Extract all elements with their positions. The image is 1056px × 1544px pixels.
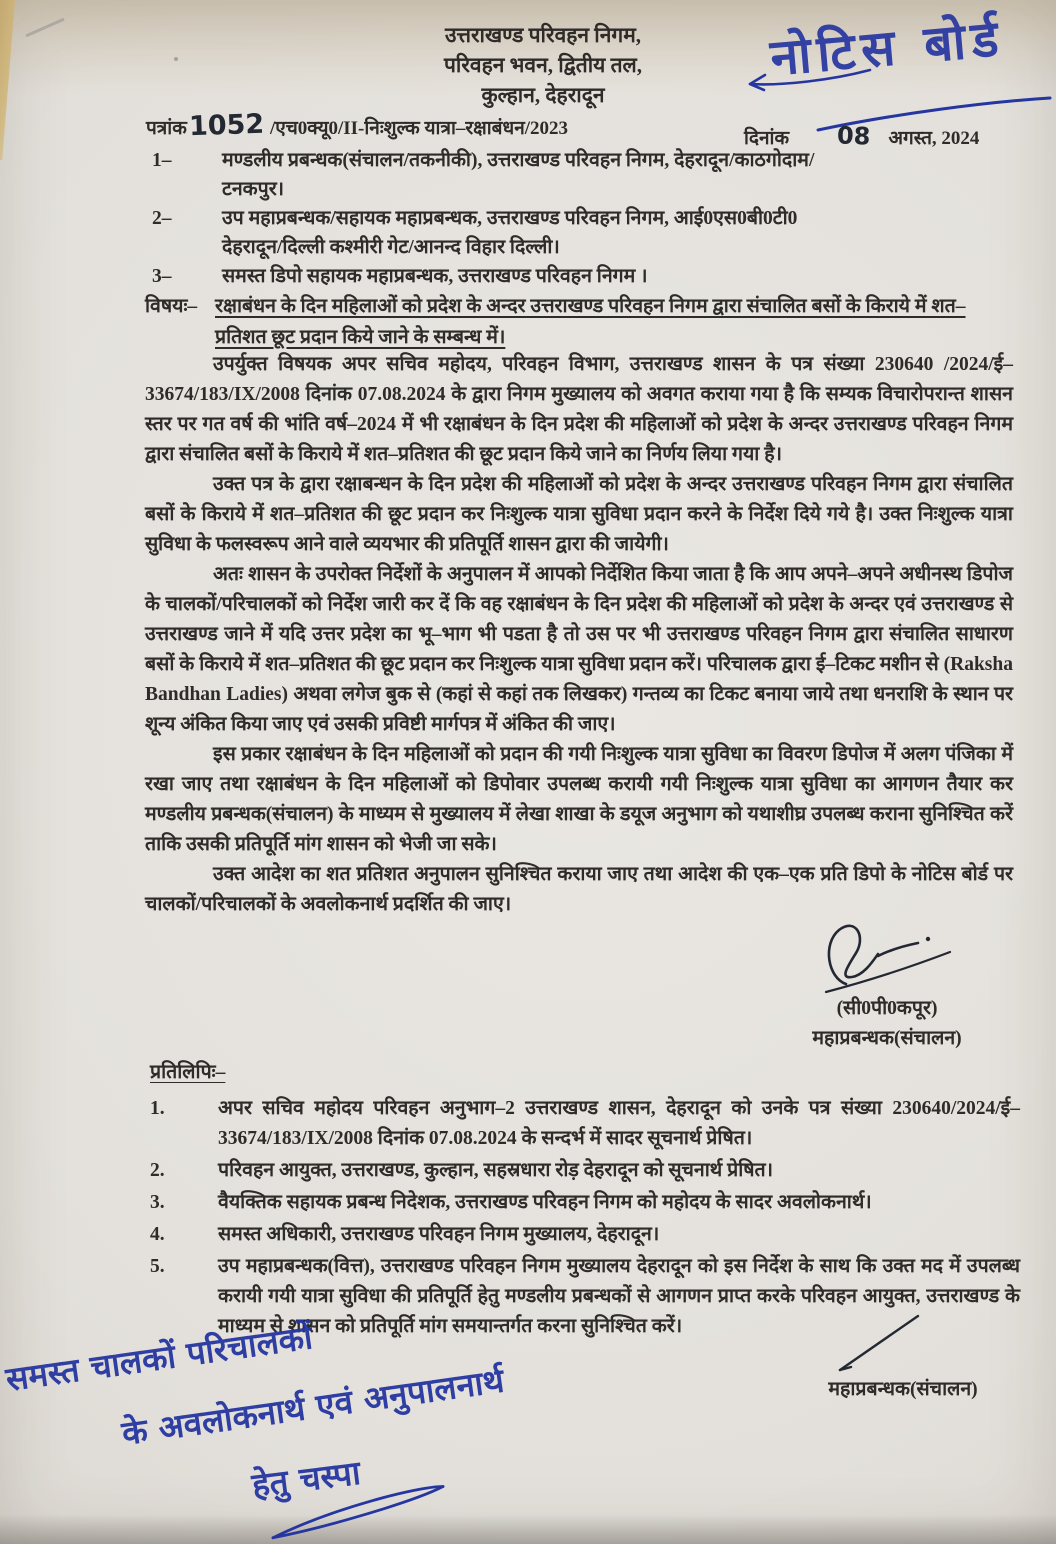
handwritten-date-day: 08 [836, 121, 871, 151]
subject-text: रक्षाबंधन के दिन महिलाओं को प्रदेश के अन्दर उत्तराखण्ड परिवहन निगम द्वारा संचालित बसों के किराये में शत–प्रतिशत छूट प्रदान किये जाने के सम्बन्ध में। [215, 296, 966, 348]
addressee-text: मण्डलीय प्रबन्धक(संचालन/तकनीकी), उत्तराखण्ड परिवहन निगम, देहरादून/काठगोदाम/टनकपुर। [222, 150, 815, 200]
addressee-number: 2– [152, 208, 172, 229]
copy-item [150, 1094, 1020, 1154]
date-month-year: अगस्त, 2024 [888, 128, 980, 149]
copy-item-text: वैयक्तिक सहायक प्रबन्ध निदेशक, उत्तराखण्ड परिवहन निगम को महोदय के सादर अवलोकनार्थ। [218, 1192, 872, 1213]
letter-number-label: पत्रांक [146, 118, 187, 139]
copy-section [150, 1058, 1020, 1344]
copy-heading: प्रतिलिपिः– [150, 1062, 226, 1083]
addressee-item [152, 204, 852, 262]
letter-number-text: /एच0क्यू0/II-निःशुल्क यात्रा–रक्षाबंधन/2023 [269, 118, 569, 139]
copy-item-number: 4. [150, 1224, 165, 1245]
copy-item-number: 2. [150, 1160, 165, 1181]
signatory-name: (सी0पी0कपूर) [836, 998, 938, 1019]
addressee-text: उप महाप्रबन्धक/सहायक महाप्रबन्धक, उत्तराखण्ड परिवहन निगम, आई0एस0बी0टी0 देहरादून/दिल्ली कश्मीरी गेट/आनन्द विहार दिल्ली। [222, 208, 798, 258]
signature-block [752, 920, 1022, 1054]
addressee-item [152, 262, 852, 291]
raksha-bandhan-ladies-highlight: (Raksha Bandhan Ladies) [145, 654, 1013, 705]
body-paragraph-3 [145, 560, 1013, 740]
scan-edge-artifact [0, 0, 15, 160]
org-name: उत्तराखण्ड परिवहन निगम, [444, 23, 642, 47]
copy-item-number: 1. [150, 1098, 165, 1119]
addressee-number: 3– [152, 266, 172, 287]
body-paragraph-1: उपर्युक्त विषयक अपर सचिव महोदय, परिवहन विभाग, उत्तराखण्ड शासन के पत्र संख्या 230640 /2024/ई–33674/183/IX/2008 दिनांक 07.08.2024 के द्वारा निगम मुख्यालय को अवगत कराया गया है कि सम्यक विचारोपरान्त शासन स्तर पर गत वर्ष की भांति वर्ष–2024 में भी रक्षाबंधन के दिन प्रदेश की महिलाओं को प्रदेश के अन्दर उत्तराखण्ड परिवहन निगम द्वारा संचालित बसों के किराये में शत–प्रतिशत की छूट प्रदान किये जाने का निर्णय लिया गया है। [145, 354, 1013, 465]
copy-item [150, 1220, 1020, 1250]
org-address-line2: कुल्हान, देहरादून [481, 83, 605, 107]
copy-item-text: समस्त अधिकारी, उत्तराखण्ड परिवहन निगम मुख्यालय, देहरादून। [218, 1224, 660, 1245]
addressee-list [152, 146, 852, 291]
footer-designation: महाप्रबन्धक(संचालन) [828, 1379, 978, 1400]
copy-item-text: उप महाप्रबन्धक(वित्त), उत्तराखण्ड परिवहन निगम मुख्यालय देहरादून को इस निर्देश के साथ कि उक्त मद में उपलब्ध करायी गयी यात्रा सुविधा की प्रतिपूर्ति हेतु मण्डलीय प्रबन्धकों से आगणन प्राप्त करके परिवहन आयुक्त, उत्तराखण्ड के माध्यम से शासन को प्रतिपूर्ति मांग समयान्तर्गत करना सुनिश्चित करें। [218, 1256, 1020, 1337]
copy-item-text: अपर सचिव महोदय परिवहन अनुभाग–2 उत्तराखण्ड शासन, देहरादून को उनके पत्र संख्या 230640/2024/ई–33674/183/IX/2008 दिनांक 07.08.2024 के सन्दर्भ में सादर सूचनार्थ प्रेषित। [218, 1098, 1020, 1149]
signatory-designation: महाप्रबन्धक(संचालन) [812, 1028, 962, 1049]
handwritten-top-note: नोटिस बोर्ड [768, 8, 1007, 88]
copy-item [150, 1156, 1020, 1186]
letter-body [145, 350, 1013, 920]
copy-item-number: 3. [150, 1192, 165, 1213]
body-paragraph-3-text: अतः शासन के उपरोक्त निर्देशों के अनुपालन में आपको निर्देशित किया जाता है कि आप अपने–अपने अधीनस्थ डिपोज के चालकों/परिचालकों को निर्देश जारी कर दें कि वह रक्षाबंधन के दिन प्रदेश की महिलाओं को प्रदेश के अन्दर एवं उत्तराखण्ड से उत्तराखण्ड जाने में यदि उत्तर प्रदेश का भू–भाग भी पडता है तो उस पर भी उत्तराखण्ड परिवहन निगम द्वारा संचालित साधारण बसों के किराये में शत–प्रतिशत की छूट प्रदान कर निःशुल्क यात्रा सुविधा प्रदान करें। परिचालक द्वारा ई–टिकट मशीन से [145, 564, 1013, 675]
body-paragraph-4: इस प्रकार रक्षाबंधन के दिन महिलाओं को प्रदान की गयी निःशुल्क यात्रा सुविधा का विवरण डिपोज में अलग पंजिका में रखा जाए तथा रक्षाबंधन के दिन महिलाओं को डिपोवार उपलब्ध करायी गयी निःशुल्क यात्रा सुविधा का आगणन तैयार कर मण्डलीय प्रबन्धक(संचालन) के माध्यम से मुख्यालय में लेखा शाखा के डयूज अनुभाग को यथाशीघ्र उपलब्ध कराना सुनिश्चित करें ताकि उसकी प्रतिपूर्ति मांग शासन को भेजी जा सके। [145, 744, 1013, 855]
body-paragraph-2: उक्त पत्र के द्वारा रक्षाबन्धन के दिन प्रदेश की महिलाओं को प्रदेश के अन्दर उत्तराखण्ड परिवहन निगम द्वारा संचालित बसों के किराये में शत–प्रतिशत की छूट प्रदान कर निःशुल्क यात्रा सुविधा प्रदान करने के निर्देश दिये गये है। उक्त निःशुल्क यात्रा सुविधा के फलस्वरूप आने वाले व्ययभार की प्रतिपूर्ति शासन द्वारा की जायेगी। [145, 474, 1013, 555]
addressee-text: समस्त डिपो सहायक महाप्रबन्धक, उत्तराखण्ड परिवहन निगम । [222, 266, 648, 287]
org-address-line1: परिवहन भवन, द्वितीय तल, [443, 53, 643, 77]
signature-ink [812, 920, 962, 994]
handwritten-arrow-stroke [740, 64, 872, 94]
signature-scribble [752, 920, 1022, 994]
copy-item [150, 1188, 1020, 1218]
copy-item-number: 5. [150, 1256, 165, 1277]
copy-item-text: परिवहन आयुक्त, उत्तराखण्ड, कुल्हान, सहस्रधारा रोड़ देहरादून को सूचनार्थ प्रेषित। [218, 1160, 774, 1181]
handwritten-bottom-note-line2: के अवलोकनार्थ एवं अनुपालनार्थ [119, 1360, 507, 1453]
date-label: दिनांक [744, 128, 790, 149]
reference-line [146, 110, 568, 141]
subject-label: विषयः– [145, 296, 198, 317]
addressee-number: 1– [152, 150, 172, 171]
handwritten-bottom-note-line1: समस्त चालकों परिचालकों [3, 1317, 315, 1399]
handwritten-letter-number: 1052 [188, 108, 265, 143]
body-paragraph-5: उक्त आदेश का शत प्रतिशत अनुपालन सुनिश्चित कराया जाए तथा आदेश की एक–एक प्रति डिपो के नोटिस बोर्ड पर चालकों/परिचालकों के अवलोकनार्थ प्रदर्शित की जाए। [145, 864, 1013, 915]
initial-slash-stroke [834, 1312, 926, 1374]
handwritten-bottom-note-line3: हेतु चस्पा [249, 1452, 363, 1505]
addressee-item [152, 146, 852, 204]
body-paragraph-3-tail: अथवा लगेज बुक से (कहां से कहां तक लिखकर) गन्तव्य का टिकट बनाया जाये तथा धनराशि के स्थान पर शून्य अंकित किया जाए एवं उसकी प्रविष्टी मार्गपत्र में अंकित की जाए। [145, 684, 1013, 735]
subject-line [145, 291, 1017, 353]
